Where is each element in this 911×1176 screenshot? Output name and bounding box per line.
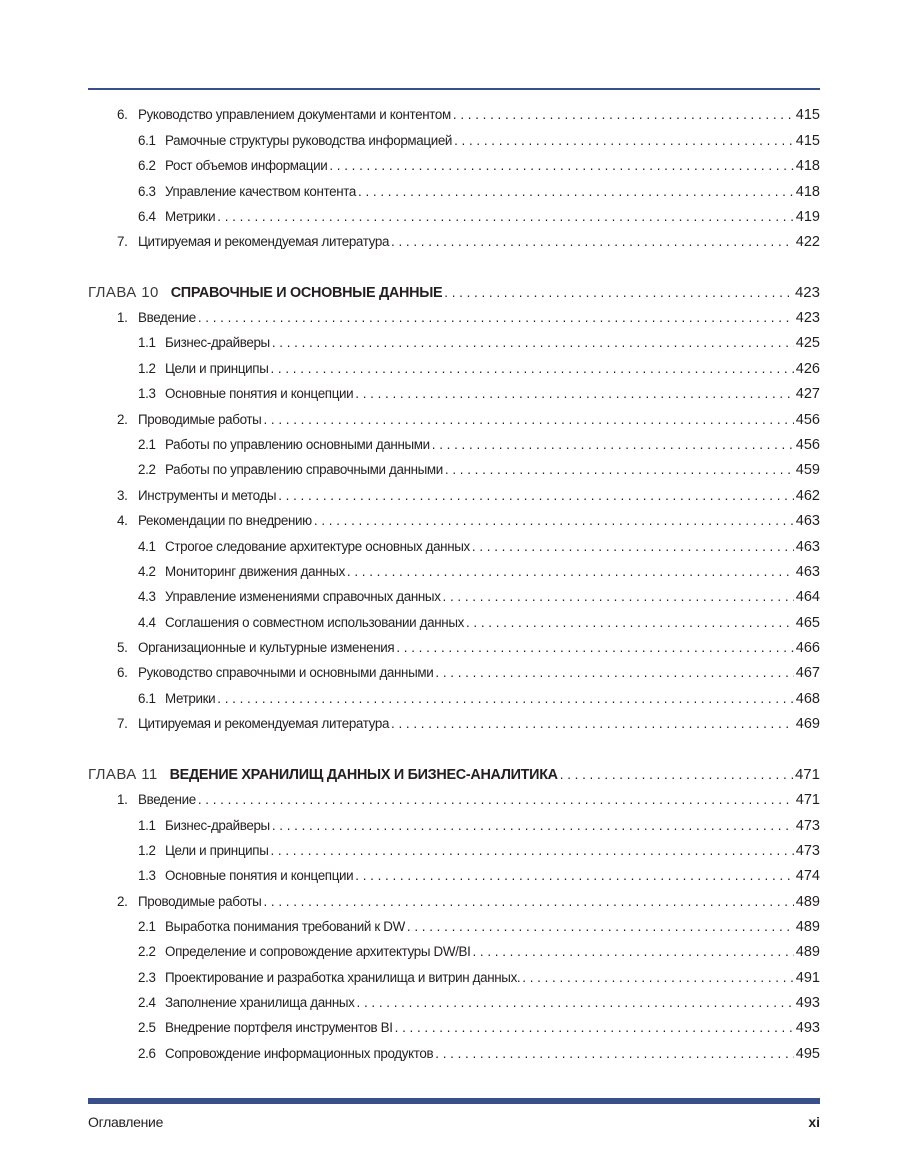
chapter-title: СПРАВОЧНЫЕ И ОСНОВНЫЕ ДАННЫЕ (170, 285, 443, 301)
toc-leader-dots (278, 485, 794, 507)
chapter-page: 471 (794, 766, 820, 783)
toc-entry-title: Строгое следование архитектуре основных данных (165, 539, 470, 554)
toc-entry[interactable] (138, 332, 820, 354)
toc-entry[interactable] (117, 789, 820, 811)
toc-leader-dots (329, 155, 793, 177)
toc-entry-title: Метрики (165, 691, 216, 706)
toc-entry-title: Введение (138, 310, 196, 325)
toc-leader-dots (217, 206, 794, 228)
toc-entry[interactable] (138, 916, 820, 938)
toc-entry-page: 426 (795, 361, 820, 377)
toc-entry-page: 456 (795, 437, 820, 453)
toc-entry-title: Бизнес-драйверы (165, 335, 270, 350)
toc-entry-page: 473 (795, 818, 820, 834)
toc-leader-dots (395, 1017, 794, 1039)
toc-entry-number: 1.1 (138, 818, 156, 833)
toc-leader-dots (443, 586, 794, 608)
chapter-label: ГЛАВА 10 (88, 284, 159, 301)
toc-entry-number: 2.2 (138, 462, 156, 477)
toc-entry-title: Работы по управлению справочными данными (165, 462, 443, 477)
toc-entry-number: 1.2 (138, 361, 156, 376)
toc-leader-dots (355, 865, 794, 887)
toc-entry-number: 4.1 (138, 539, 156, 554)
toc-leader-dots (391, 231, 794, 253)
toc-chapter-11[interactable] (88, 763, 820, 787)
toc-leader-dots (272, 815, 794, 837)
toc-entry-page: 425 (795, 335, 820, 351)
toc-entry-number: 6.1 (138, 691, 156, 706)
toc-entry-page: 466 (795, 640, 820, 656)
toc-entry-title: Управление изменениями справочных данных (165, 589, 441, 604)
toc-entry-number: 1.2 (138, 843, 156, 858)
toc-entry[interactable] (117, 104, 820, 126)
toc-entry-page: 489 (795, 919, 820, 935)
toc-leader-dots (263, 409, 793, 431)
toc-leader-dots (432, 434, 794, 456)
toc-entry[interactable] (117, 409, 820, 431)
toc-entry[interactable] (138, 941, 820, 963)
toc-entry-number: 2. (117, 412, 128, 427)
toc-leader-dots (472, 941, 793, 963)
toc-entry-title: Метрики (165, 209, 216, 224)
toc-entry[interactable] (138, 206, 820, 228)
toc-leader-dots (358, 181, 794, 203)
toc-leader-dots (435, 662, 793, 684)
toc-entry-page: 463 (795, 564, 820, 580)
toc-chapter-10[interactable] (88, 281, 820, 305)
toc-entry-title: Работы по управлению основными данными (165, 437, 430, 452)
toc-entry[interactable] (138, 1043, 820, 1065)
toc-entry-page: 474 (795, 868, 820, 884)
toc-leader-dots (270, 840, 793, 862)
toc-entry-page: 493 (795, 1020, 820, 1036)
toc-leader-dots (198, 307, 794, 329)
chapter-page: 423 (794, 284, 820, 301)
toc-entry[interactable] (138, 688, 820, 710)
toc-entry[interactable] (138, 130, 820, 152)
toc-entry[interactable] (138, 815, 820, 837)
toc-entry-page: 467 (795, 665, 820, 681)
toc-entry-title: Заполнение хранилища данных (165, 995, 355, 1010)
toc-entry-title: Рамочные структуры руководства информацией (165, 133, 453, 148)
toc-entry-number: 4.2 (138, 564, 156, 579)
toc-entry-page: 415 (795, 133, 820, 149)
toc-leader-dots (444, 281, 793, 305)
toc-entry-number: 1.1 (138, 335, 156, 350)
toc-entry-number: 2.1 (138, 437, 156, 452)
toc-entry-number: 4.3 (138, 589, 156, 604)
toc-entry-page: 463 (795, 539, 820, 555)
toc-entry-page: 493 (795, 995, 820, 1011)
toc-entry[interactable] (117, 231, 820, 253)
toc-entry-title: Определение и сопровождение архитектуры DW/BI (165, 944, 471, 959)
toc-entry-page: 489 (795, 944, 820, 960)
toc-leader-dots (472, 536, 794, 558)
toc-entry-title: Проводимые работы (138, 894, 262, 909)
toc-entry-number: 2.4 (138, 995, 156, 1010)
toc-entry-number: 2.5 (138, 1020, 156, 1035)
toc-leader-dots (454, 130, 794, 152)
toc-leader-dots (453, 104, 794, 126)
toc-leader-dots (435, 1043, 794, 1065)
toc-entry-number: 4.4 (138, 615, 156, 630)
toc-entry-number: 6.3 (138, 184, 156, 199)
toc-entry-number: 2.2 (138, 944, 156, 959)
toc-entry-number: 2. (117, 894, 128, 909)
toc-entry-page: 427 (795, 386, 820, 402)
toc-entry-title: Рекомендации по внедрению (138, 513, 312, 528)
toc-entry-page: 465 (795, 615, 820, 631)
toc-leader-dots (263, 891, 793, 913)
toc-entry-page: 468 (795, 691, 820, 707)
toc-entry-number: 3. (117, 488, 128, 503)
toc-entry-number: 2.1 (138, 919, 156, 934)
toc-entry-page: 422 (795, 234, 820, 250)
toc-leader-dots (357, 992, 794, 1014)
toc-entry[interactable] (138, 1017, 820, 1039)
toc-entry-title: Выработка понимания требований к DW (165, 919, 405, 934)
toc-entry-title: Руководство управлением документами и контентом (138, 107, 451, 122)
toc-entry-number: 7. (117, 234, 128, 249)
toc-entry-title: Цели и принципы (165, 361, 269, 376)
toc-entry-title: Управление качеством контента (165, 184, 357, 199)
footer-page-number: xi (808, 1114, 820, 1130)
toc-entry-title: Бизнес-драйверы (165, 818, 270, 833)
toc-entry-title: Сопровождение информационных продуктов (165, 1046, 434, 1061)
toc-leader-dots (396, 637, 793, 659)
toc-entry-title: Внедрение портфеля инструментов BI (165, 1020, 393, 1035)
toc-entry-number: 2.6 (138, 1046, 156, 1061)
toc-entry-page: 418 (795, 158, 820, 174)
toc-entry-number: 6.1 (138, 133, 156, 148)
toc-entry-page: 418 (795, 184, 820, 200)
toc-entry-number: 1.3 (138, 868, 156, 883)
toc-entry[interactable] (138, 840, 820, 862)
toc-entry-page: 423 (795, 310, 820, 326)
toc-entry-title: Введение (138, 792, 196, 807)
footer-section-title: Оглавление (88, 1114, 164, 1130)
toc-entry-number: 6.4 (138, 209, 156, 224)
toc-entry[interactable] (117, 637, 820, 659)
toc-entry-number: 2.3 (138, 970, 156, 985)
toc-entry-title: Проводимые работы (138, 412, 262, 427)
toc-entry-number: 4. (117, 513, 128, 528)
toc-entry-page: 462 (795, 488, 820, 504)
toc-entry-title: Цитируемая и рекомендуемая литература (138, 716, 390, 731)
toc-entry-page: 489 (795, 894, 820, 910)
toc-leader-dots (272, 332, 794, 354)
toc-leader-dots (522, 967, 794, 989)
toc-entry[interactable] (138, 181, 820, 203)
toc-leader-dots (347, 561, 794, 583)
toc-entry-number: 1.3 (138, 386, 156, 401)
toc-entry-title: Руководство справочными и основными данными (138, 665, 434, 680)
toc-entry-number: 6.2 (138, 158, 156, 173)
toc-entry-title: Организационные и культурные изменения (138, 640, 395, 655)
toc-entry-page: 419 (795, 209, 820, 225)
toc-entry[interactable] (138, 155, 820, 177)
toc-entry[interactable] (117, 307, 820, 329)
header-rule (88, 88, 820, 90)
toc-entry-page: 471 (795, 792, 820, 808)
toc-entry-page: 495 (795, 1046, 820, 1062)
toc-entry-page: 459 (795, 462, 820, 478)
toc-leader-dots (560, 763, 793, 787)
chapter-title: ВЕДЕНИЕ ХРАНИЛИЩ ДАННЫХ И БИЗНЕС-АНАЛИТИКА (169, 767, 558, 783)
toc-entry-title: Цитируемая и рекомендуемая литература (138, 234, 390, 249)
toc-entry[interactable] (117, 891, 820, 913)
toc-entry-page: 415 (795, 107, 820, 123)
toc-entry-number: 5. (117, 640, 128, 655)
toc-entry-title: Рост объемов информации (165, 158, 328, 173)
toc-entry[interactable] (138, 459, 820, 481)
toc-entry[interactable] (138, 561, 820, 583)
footer-rule (88, 1098, 820, 1104)
toc-entry-page: 456 (795, 412, 820, 428)
toc-leader-dots (355, 383, 794, 405)
toc-entry-title: Основные понятия и концепции (165, 386, 354, 401)
toc-entry-title: Цели и принципы (165, 843, 269, 858)
toc-entry[interactable] (138, 612, 820, 634)
toc-leader-dots (198, 789, 794, 811)
toc-entry[interactable] (138, 536, 820, 558)
toc-entry[interactable] (138, 992, 820, 1014)
toc-entry[interactable] (138, 383, 820, 405)
toc-entry-title: Мониторинг движения данных (165, 564, 345, 579)
toc-entry-number: 7. (117, 716, 128, 731)
toc-entry-page: 473 (795, 843, 820, 859)
chapter-label: ГЛАВА 11 (88, 766, 158, 783)
toc-entry-number: 1. (117, 792, 128, 807)
toc-entry-number: 6. (117, 107, 128, 122)
toc-entry-title: Основные понятия и концепции (165, 868, 354, 883)
toc-entry[interactable] (138, 434, 820, 456)
toc-entry-page: 491 (795, 970, 820, 986)
toc-leader-dots (407, 916, 794, 938)
toc-entry[interactable] (117, 485, 820, 507)
toc-entry-title: Соглашения о совместном использовании данных (165, 615, 464, 630)
toc-leader-dots (391, 713, 794, 735)
toc-leader-dots (314, 510, 794, 532)
toc-entry[interactable] (117, 713, 820, 735)
toc-leader-dots (217, 688, 794, 710)
toc-entry[interactable] (117, 662, 820, 684)
toc-entry-title: Инструменты и методы (138, 488, 277, 503)
toc-entry[interactable] (138, 967, 820, 989)
toc-entry-page: 463 (795, 513, 820, 529)
toc-entry-number: 1. (117, 310, 128, 325)
toc-leader-dots (445, 459, 794, 481)
toc-leader-dots (270, 358, 793, 380)
toc-leader-dots (466, 612, 794, 634)
toc-entry-page: 464 (795, 589, 820, 605)
toc-entry-page: 469 (795, 716, 820, 732)
toc-entry[interactable] (138, 586, 820, 608)
toc-entry[interactable] (117, 510, 820, 532)
toc-entry[interactable] (138, 358, 820, 380)
toc-entry-title: Проектирование и разработка хранилища и витрин данных. (165, 970, 521, 985)
toc-entry[interactable] (138, 865, 820, 887)
toc-entry-number: 6. (117, 665, 128, 680)
